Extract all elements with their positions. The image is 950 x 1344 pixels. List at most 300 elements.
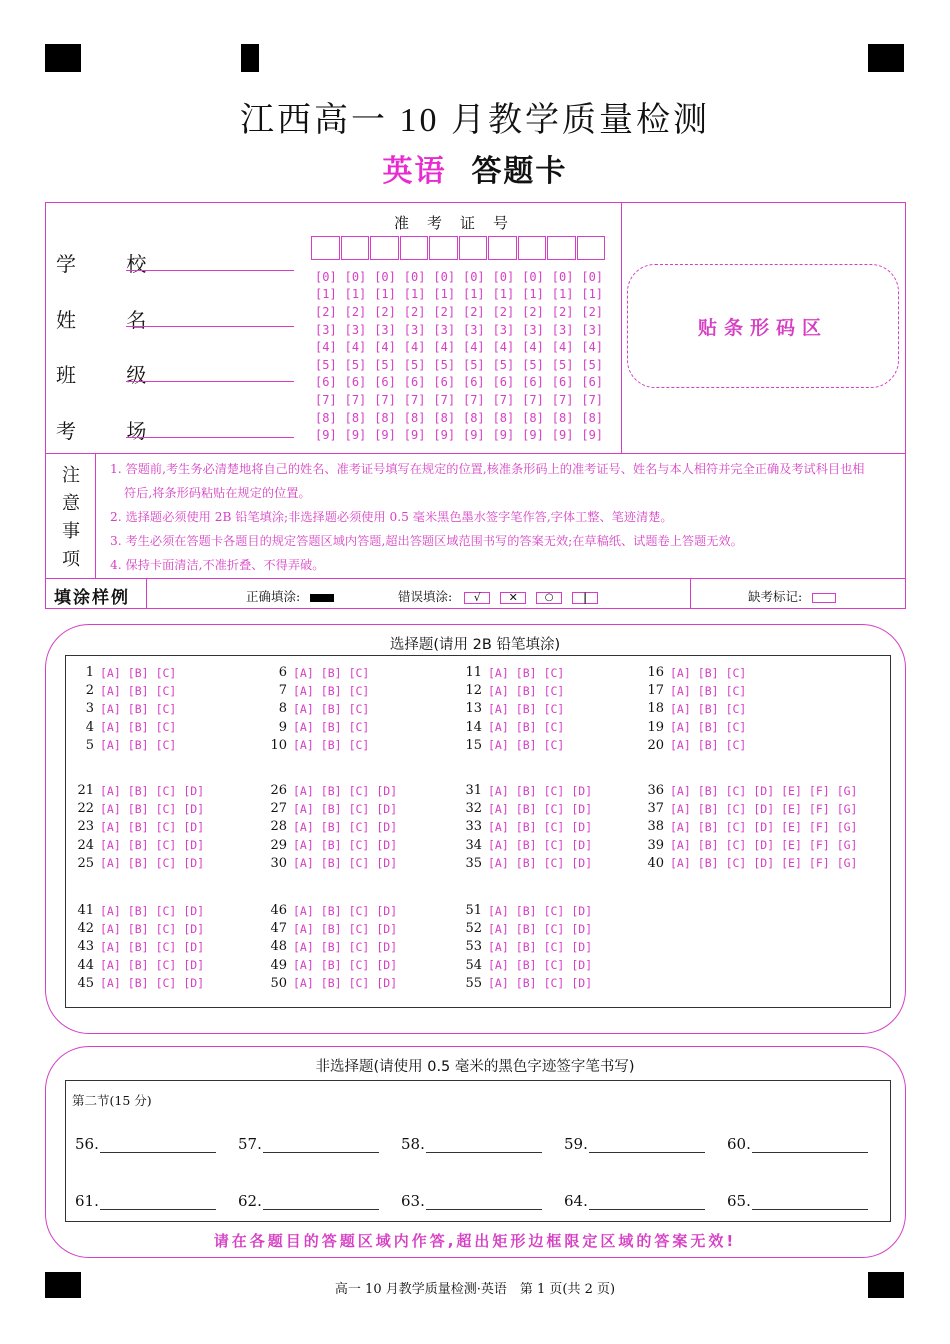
exam-id-cell[interactable] xyxy=(547,236,576,260)
answer-option[interactable]: [B] xyxy=(697,738,719,753)
exam-id-cell[interactable] xyxy=(400,236,429,260)
answer-option[interactable]: [B] xyxy=(697,801,719,816)
answer-option[interactable]: [A] xyxy=(293,801,314,816)
answer-option[interactable]: [A] xyxy=(100,720,121,735)
answer-option[interactable]: [B] xyxy=(127,976,149,991)
answer-option[interactable]: [D] xyxy=(571,819,593,834)
exam-id-bubble[interactable]: [6] xyxy=(462,375,485,390)
answer-line[interactable] xyxy=(100,1136,216,1153)
exam-id-bubble[interactable]: [2] xyxy=(374,304,396,319)
exam-id-bubble[interactable]: [9] xyxy=(492,428,515,443)
answer-option[interactable]: [B] xyxy=(320,819,342,834)
answer-option[interactable]: [C] xyxy=(543,976,565,991)
exam-id-bubble[interactable]: [4] xyxy=(374,340,396,355)
exam-id-bubble[interactable]: [6] xyxy=(581,375,604,390)
exam-id-cell[interactable] xyxy=(518,236,547,260)
answer-option[interactable]: [A] xyxy=(670,801,691,816)
exam-id-bubble[interactable]: [9] xyxy=(581,428,604,443)
answer-option[interactable]: [D] xyxy=(183,921,205,936)
answer-option[interactable]: [C] xyxy=(543,665,565,680)
exam-id-bubble[interactable]: [5] xyxy=(492,357,515,372)
answer-option[interactable]: [D] xyxy=(183,856,205,871)
answer-option[interactable]: [B] xyxy=(697,819,719,834)
answer-option[interactable]: [D] xyxy=(376,921,398,936)
answer-option[interactable]: [G] xyxy=(836,801,858,816)
answer-option[interactable]: [C] xyxy=(348,683,370,698)
answer-option[interactable]: [C] xyxy=(543,819,565,834)
answer-option[interactable]: [A] xyxy=(293,976,314,991)
answer-option[interactable]: [G] xyxy=(836,819,858,834)
exam-id-bubble[interactable]: [8] xyxy=(344,410,367,425)
answer-option[interactable]: [B] xyxy=(320,856,342,871)
exam-id-bubble[interactable]: [9] xyxy=(403,428,426,443)
exam-id-cell[interactable] xyxy=(577,236,606,260)
answer-option[interactable]: [A] xyxy=(488,976,509,991)
answer-option[interactable]: [C] xyxy=(543,903,565,918)
exam-id-bubble[interactable]: [7] xyxy=(344,392,367,407)
answer-option[interactable]: [B] xyxy=(515,838,537,853)
answer-option[interactable]: [A] xyxy=(293,838,314,853)
exam-id-bubble[interactable]: [4] xyxy=(551,340,574,355)
answer-option[interactable]: [B] xyxy=(127,856,149,871)
exam-id-bubble[interactable]: [5] xyxy=(522,357,544,372)
exam-id-cell[interactable] xyxy=(459,236,488,260)
answer-option[interactable]: [A] xyxy=(670,819,691,834)
exam-id-bubble[interactable]: [1] xyxy=(344,287,367,302)
answer-line[interactable] xyxy=(752,1193,868,1210)
exam-id-bubble[interactable]: [1] xyxy=(403,287,426,302)
answer-option[interactable]: [A] xyxy=(488,683,509,698)
answer-option[interactable]: [B] xyxy=(515,903,537,918)
answer-option[interactable]: [A] xyxy=(100,665,121,680)
answer-option[interactable]: [A] xyxy=(293,665,314,680)
answer-option[interactable]: [B] xyxy=(127,958,149,973)
answer-option[interactable]: [B] xyxy=(697,665,719,680)
exam-id-bubble[interactable]: [8] xyxy=(522,410,544,425)
exam-id-bubble[interactable]: [4] xyxy=(462,340,485,355)
answer-option[interactable]: [C] xyxy=(155,903,177,918)
exam-id-bubble[interactable]: [9] xyxy=(433,428,456,443)
exam-id-bubble[interactable]: [8] xyxy=(403,410,426,425)
answer-option[interactable]: [B] xyxy=(320,738,342,753)
answer-option[interactable]: [B] xyxy=(320,958,342,973)
exam-id-bubble[interactable]: [3] xyxy=(492,322,515,337)
answer-option[interactable]: [A] xyxy=(100,738,121,753)
exam-id-cells[interactable] xyxy=(311,236,606,260)
exam-id-bubble[interactable]: [3] xyxy=(522,322,544,337)
answer-option[interactable]: [G] xyxy=(836,856,858,871)
exam-id-bubble[interactable]: [2] xyxy=(403,304,426,319)
exam-id-bubble[interactable]: [5] xyxy=(581,357,604,372)
exam-id-bubble[interactable]: [6] xyxy=(522,375,544,390)
answer-option[interactable]: [A] xyxy=(488,801,509,816)
answer-option[interactable]: [D] xyxy=(753,819,775,834)
answer-option[interactable]: [D] xyxy=(376,801,398,816)
answer-option[interactable]: [C] xyxy=(543,958,565,973)
exam-id-bubble[interactable]: [7] xyxy=(492,392,515,407)
answer-option[interactable]: [C] xyxy=(155,720,177,735)
answer-option[interactable]: [B] xyxy=(320,801,342,816)
answer-option[interactable]: [C] xyxy=(543,720,565,735)
answer-option[interactable]: [D] xyxy=(183,838,205,853)
answer-option[interactable]: [A] xyxy=(488,783,509,798)
answer-option[interactable]: [D] xyxy=(376,958,398,973)
answer-option[interactable]: [F] xyxy=(808,856,830,871)
answer-option[interactable]: [D] xyxy=(183,783,205,798)
exam-id-bubble[interactable]: [0] xyxy=(492,269,515,284)
answer-option[interactable]: [A] xyxy=(100,683,121,698)
answer-option[interactable]: [G] xyxy=(836,783,858,798)
answer-option[interactable]: [D] xyxy=(183,958,205,973)
exam-id-bubble[interactable]: [1] xyxy=(374,287,396,302)
exam-id-bubble[interactable]: [2] xyxy=(492,304,515,319)
answer-option[interactable]: [B] xyxy=(320,976,342,991)
class-field[interactable] xyxy=(126,381,294,382)
answer-option[interactable]: [D] xyxy=(571,976,593,991)
answer-option[interactable]: [A] xyxy=(670,683,691,698)
answer-option[interactable]: [B] xyxy=(127,683,149,698)
answer-option[interactable]: [C] xyxy=(348,801,370,816)
exam-id-bubble[interactable]: [0] xyxy=(403,269,426,284)
exam-id-bubble[interactable]: [0] xyxy=(344,269,367,284)
answer-option[interactable]: [C] xyxy=(348,838,370,853)
exam-id-bubble[interactable]: [5] xyxy=(344,357,367,372)
answer-option[interactable]: [A] xyxy=(100,783,121,798)
exam-id-bubble[interactable]: [3] xyxy=(551,322,574,337)
exam-id-cell[interactable] xyxy=(341,236,370,260)
answer-option[interactable]: [C] xyxy=(725,683,747,698)
answer-option[interactable]: [C] xyxy=(155,783,177,798)
answer-option[interactable]: [D] xyxy=(183,976,205,991)
absent-mark-box[interactable] xyxy=(812,593,836,603)
answer-option[interactable]: [A] xyxy=(488,939,509,954)
exam-id-bubble[interactable]: [5] xyxy=(433,357,456,372)
exam-id-bubble[interactable]: [1] xyxy=(462,287,485,302)
answer-option[interactable]: [A] xyxy=(100,819,121,834)
answer-option[interactable]: [B] xyxy=(320,701,342,716)
answer-option[interactable]: [C] xyxy=(348,903,370,918)
answer-option[interactable]: [B] xyxy=(127,701,149,716)
answer-option[interactable]: [A] xyxy=(488,903,509,918)
exam-id-bubble[interactable]: [6] xyxy=(344,375,367,390)
answer-option[interactable]: [D] xyxy=(571,958,593,973)
answer-option[interactable]: [D] xyxy=(376,856,398,871)
answer-option[interactable]: [D] xyxy=(753,801,775,816)
answer-option[interactable]: [D] xyxy=(571,783,593,798)
exam-id-bubble[interactable]: [8] xyxy=(492,410,515,425)
answer-option[interactable]: [A] xyxy=(488,958,509,973)
exam-id-bubble[interactable]: [5] xyxy=(551,357,574,372)
answer-line[interactable] xyxy=(100,1193,216,1210)
exam-id-cell[interactable] xyxy=(429,236,458,260)
answer-option[interactable]: [C] xyxy=(155,958,177,973)
exam-id-bubble[interactable]: [8] xyxy=(581,410,604,425)
answer-option[interactable]: [B] xyxy=(320,720,342,735)
answer-option[interactable]: [B] xyxy=(127,838,149,853)
exam-id-bubble[interactable]: [2] xyxy=(315,304,337,319)
answer-option[interactable]: [D] xyxy=(376,903,398,918)
answer-line[interactable] xyxy=(752,1136,868,1153)
exam-id-bubble[interactable]: [2] xyxy=(581,304,604,319)
exam-id-bubble[interactable]: [4] xyxy=(315,340,337,355)
answer-option[interactable]: [A] xyxy=(488,720,509,735)
answer-option[interactable]: [D] xyxy=(571,838,593,853)
answer-option[interactable]: [D] xyxy=(376,838,398,853)
exam-id-bubble[interactable]: [8] xyxy=(462,410,485,425)
answer-option[interactable]: [C] xyxy=(543,838,565,853)
exam-id-bubble[interactable]: [2] xyxy=(344,304,367,319)
exam-id-cell[interactable] xyxy=(370,236,399,260)
answer-option[interactable]: [C] xyxy=(155,801,177,816)
answer-option[interactable]: [C] xyxy=(725,838,747,853)
exam-id-bubble[interactable]: [8] xyxy=(433,410,456,425)
answer-option[interactable]: [B] xyxy=(320,939,342,954)
answer-option[interactable]: [C] xyxy=(348,958,370,973)
answer-option[interactable]: [B] xyxy=(515,921,537,936)
answer-option[interactable]: [B] xyxy=(515,783,537,798)
exam-id-bubble[interactable]: [3] xyxy=(433,322,456,337)
answer-option[interactable]: [B] xyxy=(320,921,342,936)
exam-id-bubble[interactable]: [9] xyxy=(374,428,396,443)
exam-id-bubble[interactable]: [4] xyxy=(403,340,426,355)
answer-option[interactable]: [B] xyxy=(320,838,342,853)
exam-id-bubble[interactable]: [7] xyxy=(522,392,544,407)
answer-option[interactable]: [B] xyxy=(127,903,149,918)
exam-id-bubble[interactable]: [7] xyxy=(433,392,456,407)
answer-line[interactable] xyxy=(263,1136,379,1153)
answer-option[interactable]: [B] xyxy=(515,976,537,991)
exam-id-bubble[interactable]: [3] xyxy=(581,322,604,337)
answer-option[interactable]: [C] xyxy=(543,856,565,871)
answer-option[interactable]: [C] xyxy=(348,819,370,834)
answer-option[interactable]: [B] xyxy=(127,738,149,753)
answer-option[interactable]: [B] xyxy=(697,683,719,698)
answer-option[interactable]: [C] xyxy=(725,801,747,816)
answer-option[interactable]: [B] xyxy=(697,720,719,735)
answer-option[interactable]: [C] xyxy=(543,683,565,698)
answer-option[interactable]: [D] xyxy=(571,939,593,954)
answer-option[interactable]: [B] xyxy=(515,801,537,816)
answer-option[interactable]: [E] xyxy=(781,801,802,816)
answer-option[interactable]: [D] xyxy=(376,976,398,991)
exam-id-bubble[interactable]: [6] xyxy=(374,375,396,390)
answer-option[interactable]: [A] xyxy=(670,738,691,753)
exam-id-bubble[interactable]: [4] xyxy=(433,340,456,355)
answer-option[interactable]: [B] xyxy=(127,783,149,798)
exam-id-bubble[interactable]: [1] xyxy=(433,287,456,302)
exam-id-bubble[interactable]: [7] xyxy=(462,392,485,407)
answer-option[interactable]: [B] xyxy=(697,783,719,798)
exam-id-bubble[interactable]: [3] xyxy=(374,322,396,337)
answer-option[interactable]: [C] xyxy=(348,701,370,716)
answer-option[interactable]: [C] xyxy=(155,939,177,954)
answer-option[interactable]: [A] xyxy=(293,683,314,698)
answer-option[interactable]: [B] xyxy=(515,819,537,834)
answer-option[interactable]: [C] xyxy=(348,720,370,735)
answer-option[interactable]: [C] xyxy=(725,819,747,834)
answer-option[interactable]: [C] xyxy=(155,665,177,680)
answer-option[interactable]: [D] xyxy=(571,921,593,936)
exam-id-bubble[interactable]: [1] xyxy=(492,287,515,302)
answer-option[interactable]: [B] xyxy=(127,801,149,816)
answer-option[interactable]: [B] xyxy=(127,665,149,680)
exam-id-bubble[interactable]: [2] xyxy=(462,304,485,319)
answer-option[interactable]: [B] xyxy=(127,720,149,735)
answer-option[interactable]: [A] xyxy=(488,738,509,753)
exam-id-bubble[interactable]: [0] xyxy=(462,269,485,284)
answer-option[interactable]: [C] xyxy=(155,976,177,991)
school-field[interactable] xyxy=(126,270,294,271)
answer-option[interactable]: [C] xyxy=(725,665,747,680)
answer-option[interactable]: [E] xyxy=(781,819,802,834)
answer-option[interactable]: [C] xyxy=(725,856,747,871)
exam-id-bubble[interactable]: [2] xyxy=(433,304,456,319)
answer-option[interactable]: [C] xyxy=(155,856,177,871)
exam-id-bubble[interactable]: [3] xyxy=(403,322,426,337)
answer-option[interactable]: [C] xyxy=(725,783,747,798)
exam-id-bubble[interactable]: [9] xyxy=(551,428,574,443)
answer-option[interactable]: [C] xyxy=(155,701,177,716)
answer-option[interactable]: [A] xyxy=(488,701,509,716)
answer-option[interactable]: [D] xyxy=(183,903,205,918)
answer-option[interactable]: [B] xyxy=(320,665,342,680)
name-field[interactable] xyxy=(126,326,294,327)
exam-id-bubble[interactable]: [8] xyxy=(315,410,337,425)
exam-id-bubble[interactable]: [8] xyxy=(551,410,574,425)
answer-option[interactable]: [C] xyxy=(543,921,565,936)
exam-id-bubble[interactable]: [0] xyxy=(315,269,337,284)
exam-id-bubble[interactable]: [2] xyxy=(551,304,574,319)
exam-id-bubble[interactable]: [1] xyxy=(522,287,544,302)
exam-id-bubble[interactable]: [7] xyxy=(581,392,604,407)
answer-option[interactable]: [D] xyxy=(376,939,398,954)
answer-option[interactable]: [C] xyxy=(348,939,370,954)
answer-option[interactable]: [A] xyxy=(488,665,509,680)
exam-id-bubble[interactable]: [1] xyxy=(581,287,604,302)
exam-id-bubble[interactable]: [0] xyxy=(374,269,396,284)
answer-option[interactable]: [C] xyxy=(348,783,370,798)
answer-option[interactable]: [B] xyxy=(320,683,342,698)
answer-option[interactable]: [A] xyxy=(100,976,121,991)
answer-option[interactable]: [A] xyxy=(293,720,314,735)
answer-option[interactable]: [D] xyxy=(183,819,205,834)
answer-option[interactable]: [A] xyxy=(293,738,314,753)
answer-option[interactable]: [C] xyxy=(155,838,177,853)
exam-id-bubble[interactable]: [9] xyxy=(522,428,544,443)
exam-id-bubble[interactable]: [4] xyxy=(581,340,604,355)
answer-option[interactable]: [D] xyxy=(571,801,593,816)
answer-option[interactable]: [A] xyxy=(488,856,509,871)
answer-option[interactable]: [D] xyxy=(183,801,205,816)
answer-option[interactable]: [A] xyxy=(293,921,314,936)
exam-id-bubble[interactable]: [2] xyxy=(522,304,544,319)
answer-option[interactable]: [B] xyxy=(697,856,719,871)
answer-option[interactable]: [B] xyxy=(515,939,537,954)
answer-option[interactable]: [A] xyxy=(100,856,121,871)
answer-option[interactable]: [C] xyxy=(155,819,177,834)
answer-option[interactable]: [B] xyxy=(515,958,537,973)
answer-option[interactable]: [A] xyxy=(293,939,314,954)
exam-id-bubble[interactable]: [6] xyxy=(492,375,515,390)
answer-option[interactable]: [C] xyxy=(348,921,370,936)
answer-option[interactable]: [C] xyxy=(155,921,177,936)
answer-option[interactable]: [B] xyxy=(515,720,537,735)
answer-option[interactable]: [A] xyxy=(488,838,509,853)
exam-id-bubble[interactable]: [8] xyxy=(374,410,396,425)
answer-option[interactable]: [A] xyxy=(488,921,509,936)
answer-line[interactable] xyxy=(263,1193,379,1210)
exam-id-bubble[interactable]: [4] xyxy=(492,340,515,355)
answer-option[interactable]: [A] xyxy=(293,701,314,716)
answer-option[interactable]: [A] xyxy=(670,720,691,735)
answer-option[interactable]: [B] xyxy=(127,819,149,834)
answer-option[interactable]: [F] xyxy=(808,783,830,798)
exam-id-cell[interactable] xyxy=(311,236,340,260)
answer-option[interactable]: [B] xyxy=(127,939,149,954)
exam-id-bubble[interactable]: [1] xyxy=(551,287,574,302)
answer-line[interactable] xyxy=(426,1193,542,1210)
answer-option[interactable]: [B] xyxy=(515,665,537,680)
exam-id-bubble[interactable]: [0] xyxy=(433,269,456,284)
exam-id-bubble[interactable]: [6] xyxy=(403,375,426,390)
answer-option[interactable]: [A] xyxy=(670,701,691,716)
exam-id-bubble[interactable]: [4] xyxy=(344,340,367,355)
exam-id-bubble[interactable]: [6] xyxy=(551,375,574,390)
answer-option[interactable]: [C] xyxy=(348,665,370,680)
answer-option[interactable]: [C] xyxy=(725,701,747,716)
answer-option[interactable]: [F] xyxy=(808,819,830,834)
answer-option[interactable]: [C] xyxy=(543,701,565,716)
answer-line[interactable] xyxy=(589,1193,705,1210)
answer-option[interactable]: [B] xyxy=(320,903,342,918)
answer-option[interactable]: [A] xyxy=(100,838,121,853)
answer-option[interactable]: [D] xyxy=(183,939,205,954)
exam-id-cell[interactable] xyxy=(488,236,517,260)
exam-id-bubble[interactable]: [7] xyxy=(551,392,574,407)
answer-option[interactable]: [E] xyxy=(781,783,802,798)
exam-id-bubble[interactable]: [0] xyxy=(522,269,544,284)
answer-option[interactable]: [A] xyxy=(100,939,121,954)
answer-option[interactable]: [A] xyxy=(670,838,691,853)
exam-id-bubble[interactable]: [5] xyxy=(403,357,426,372)
answer-option[interactable]: [B] xyxy=(697,838,719,853)
exam-id-bubble[interactable]: [9] xyxy=(315,428,337,443)
answer-option[interactable]: [A] xyxy=(488,819,509,834)
answer-option[interactable]: [A] xyxy=(100,903,121,918)
answer-option[interactable]: [A] xyxy=(670,783,691,798)
room-field[interactable] xyxy=(126,437,294,438)
answer-option[interactable]: [A] xyxy=(100,701,121,716)
answer-option[interactable]: [C] xyxy=(543,783,565,798)
exam-id-bubble[interactable]: [0] xyxy=(551,269,574,284)
answer-option[interactable]: [C] xyxy=(543,738,565,753)
exam-id-bubble[interactable]: [7] xyxy=(374,392,396,407)
answer-line[interactable] xyxy=(589,1136,705,1153)
answer-option[interactable]: [D] xyxy=(376,819,398,834)
answer-option[interactable]: [A] xyxy=(293,819,314,834)
answer-option[interactable]: [A] xyxy=(100,801,121,816)
answer-option[interactable]: [D] xyxy=(376,783,398,798)
answer-line[interactable] xyxy=(426,1136,542,1153)
exam-id-bubbles[interactable] xyxy=(315,268,611,444)
answer-option[interactable]: [B] xyxy=(127,921,149,936)
exam-id-bubble[interactable]: [3] xyxy=(462,322,485,337)
exam-id-bubble[interactable]: [6] xyxy=(433,375,456,390)
exam-id-bubble[interactable]: [6] xyxy=(315,375,337,390)
answer-option[interactable]: [B] xyxy=(515,701,537,716)
answer-option[interactable]: [C] xyxy=(543,801,565,816)
answer-option[interactable]: [A] xyxy=(100,921,121,936)
